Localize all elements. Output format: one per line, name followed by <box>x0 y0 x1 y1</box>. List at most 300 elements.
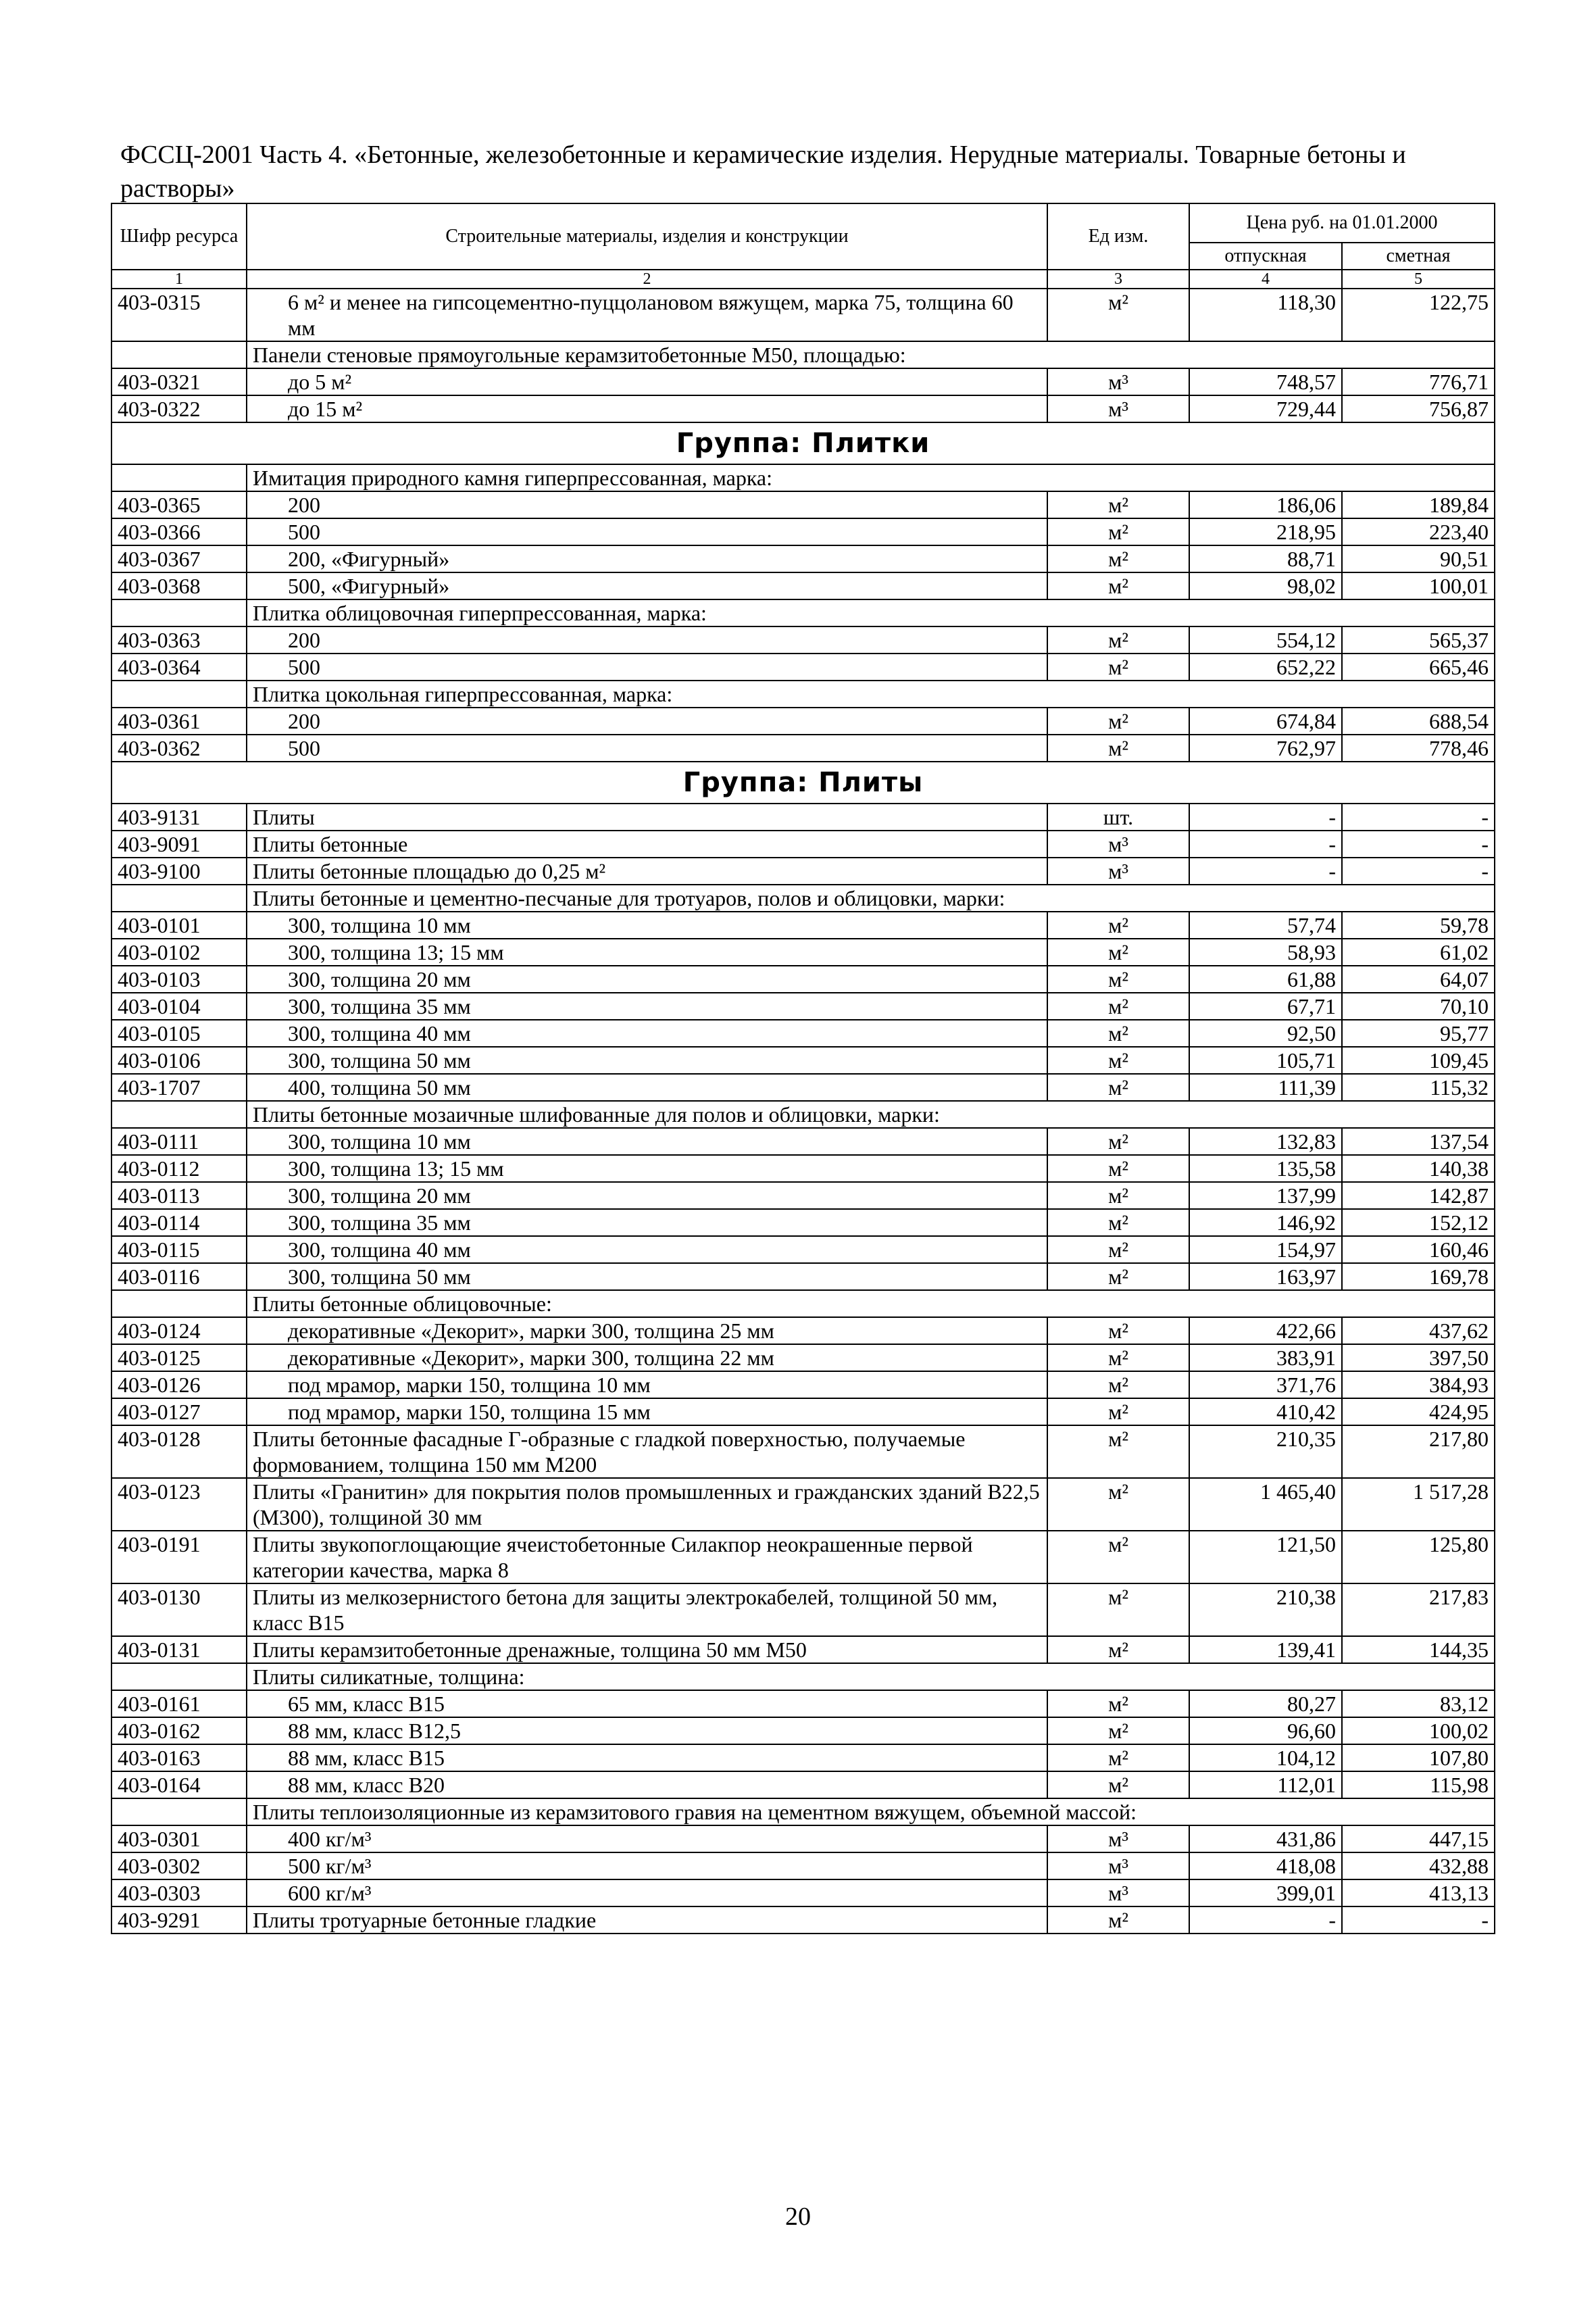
table-row <box>111 804 1495 831</box>
unit-of-measure: м² <box>1047 1425 1189 1478</box>
table-row <box>111 1209 1495 1236</box>
price-release: 137,99 <box>1189 1182 1342 1209</box>
price-release: 1 465,40 <box>1189 1478 1342 1531</box>
unit-of-measure: м³ <box>1047 1879 1189 1906</box>
material-name: 400 кг/м³ <box>247 1825 1047 1852</box>
price-release: 88,71 <box>1189 545 1342 572</box>
material-name: 300, толщина 35 мм <box>247 1209 1047 1236</box>
table-row <box>111 395 1495 422</box>
material-name: 500 <box>247 735 1047 762</box>
col-number: 4 <box>1189 270 1342 289</box>
unit-of-measure: м³ <box>1047 858 1189 885</box>
resource-code: 403-0368 <box>111 572 247 599</box>
price-release: - <box>1189 804 1342 831</box>
table-row <box>111 1825 1495 1852</box>
table-row <box>111 1583 1495 1636</box>
price-estimate: 100,02 <box>1342 1717 1495 1744</box>
material-name: 600 кг/м³ <box>247 1879 1047 1906</box>
resource-code: 403-0365 <box>111 491 247 518</box>
material-name: 300, толщина 50 мм <box>247 1047 1047 1074</box>
unit-of-measure: м² <box>1047 993 1189 1020</box>
price-estimate: 137,54 <box>1342 1128 1495 1155</box>
empty-cell <box>111 1290 247 1317</box>
col-header-name: Строительные материалы, изделия и конструкции <box>247 203 1047 270</box>
price-estimate: 665,46 <box>1342 654 1495 681</box>
col-header-code: Шифр ресурса <box>111 203 247 270</box>
price-estimate: 778,46 <box>1342 735 1495 762</box>
table-row <box>111 1155 1495 1182</box>
resource-code: 403-0302 <box>111 1852 247 1879</box>
price-estimate: 217,80 <box>1342 1425 1495 1478</box>
table-row <box>111 912 1495 939</box>
table-row <box>111 1717 1495 1744</box>
table-row <box>111 1531 1495 1583</box>
page-title: ФССЦ-2001 Часть 4. «Бетонные, железобетонные и керамические изделия. Нерудные материалы. Товарные бетоны и растворы» <box>120 141 1406 203</box>
price-release: 154,97 <box>1189 1236 1342 1263</box>
price-estimate: 152,12 <box>1342 1209 1495 1236</box>
resource-code: 403-0130 <box>111 1583 247 1636</box>
subheader-text: Плитка облицовочная гиперпрессованная, марка: <box>247 599 1495 626</box>
unit-of-measure: м² <box>1047 939 1189 966</box>
material-name: Плиты тротуарные бетонные гладкие <box>247 1906 1047 1934</box>
material-name: Плиты бетонные площадью до 0,25 м² <box>247 858 1047 885</box>
col-number: 1 <box>111 270 247 289</box>
resource-code: 403-0125 <box>111 1344 247 1371</box>
resource-code: 403-0321 <box>111 368 247 395</box>
material-name: 300, толщина 10 мм <box>247 912 1047 939</box>
empty-cell <box>111 1663 247 1690</box>
empty-cell <box>111 1798 247 1825</box>
table-body <box>111 289 1495 1934</box>
empty-cell <box>111 681 247 708</box>
subheader-row <box>111 885 1495 912</box>
table-row <box>111 708 1495 735</box>
group-title: Группа: Плитки <box>111 422 1495 464</box>
price-estimate: 90,51 <box>1342 545 1495 572</box>
unit-of-measure: м² <box>1047 1636 1189 1663</box>
unit-of-measure: м² <box>1047 491 1189 518</box>
resource-code: 403-0127 <box>111 1398 247 1425</box>
price-release: 674,84 <box>1189 708 1342 735</box>
material-name: 88 мм, класс В20 <box>247 1771 1047 1798</box>
table-row <box>111 1636 1495 1663</box>
table-row <box>111 1906 1495 1934</box>
unit-of-measure: м² <box>1047 1398 1189 1425</box>
price-estimate: 169,78 <box>1342 1263 1495 1290</box>
group-row <box>111 422 1495 464</box>
price-estimate: 413,13 <box>1342 1879 1495 1906</box>
page-number: 20 <box>785 2202 811 2231</box>
price-release: 58,93 <box>1189 939 1342 966</box>
subheader-text: Плиты бетонные мозаичные шлифованные для полов и облицовки, марки: <box>247 1101 1495 1128</box>
resource-code: 403-0112 <box>111 1155 247 1182</box>
resource-code: 403-0104 <box>111 993 247 1020</box>
price-release: 748,57 <box>1189 368 1342 395</box>
price-release: 186,06 <box>1189 491 1342 518</box>
table-row <box>111 518 1495 545</box>
price-release: 98,02 <box>1189 572 1342 599</box>
table-row <box>111 1020 1495 1047</box>
price-release: 383,91 <box>1189 1344 1342 1371</box>
table-row <box>111 572 1495 599</box>
material-name: 200 <box>247 708 1047 735</box>
resource-code: 403-0161 <box>111 1690 247 1717</box>
material-name: 300, толщина 35 мм <box>247 993 1047 1020</box>
table-row <box>111 858 1495 885</box>
resource-code: 403-0102 <box>111 939 247 966</box>
resource-code: 403-0164 <box>111 1771 247 1798</box>
unit-of-measure: м² <box>1047 518 1189 545</box>
table-row <box>111 1128 1495 1155</box>
unit-of-measure: м² <box>1047 966 1189 993</box>
price-estimate: 142,87 <box>1342 1182 1495 1209</box>
unit-of-measure: м³ <box>1047 1852 1189 1879</box>
resource-code: 403-0162 <box>111 1717 247 1744</box>
price-release: 210,35 <box>1189 1425 1342 1478</box>
price-estimate: 107,80 <box>1342 1744 1495 1771</box>
price-table <box>111 203 1495 1934</box>
subheader-text: Имитация природного камня гиперпрессованная, марка: <box>247 464 1495 491</box>
price-release: - <box>1189 858 1342 885</box>
price-estimate: 115,98 <box>1342 1771 1495 1798</box>
price-release: - <box>1189 831 1342 858</box>
price-estimate: 125,80 <box>1342 1531 1495 1583</box>
unit-of-measure: м² <box>1047 572 1189 599</box>
table-row <box>111 545 1495 572</box>
unit-of-measure: м² <box>1047 735 1189 762</box>
material-name: под мрамор, марки 150, толщина 15 мм <box>247 1398 1047 1425</box>
subheader-row <box>111 1101 1495 1128</box>
price-release: 652,22 <box>1189 654 1342 681</box>
unit-of-measure: м² <box>1047 289 1189 341</box>
subheader-row <box>111 1290 1495 1317</box>
table-row <box>111 1425 1495 1478</box>
material-name: 200, «Фигурный» <box>247 545 1047 572</box>
table-row <box>111 1236 1495 1263</box>
col-number: 5 <box>1342 270 1495 289</box>
resource-code: 403-9091 <box>111 831 247 858</box>
resource-code: 403-0362 <box>111 735 247 762</box>
price-release: 431,86 <box>1189 1825 1342 1852</box>
price-estimate: 95,77 <box>1342 1020 1495 1047</box>
material-name: 300, толщина 40 мм <box>247 1236 1047 1263</box>
price-release: 729,44 <box>1189 395 1342 422</box>
price-estimate: 115,32 <box>1342 1074 1495 1101</box>
price-estimate: 122,75 <box>1342 289 1495 341</box>
unit-of-measure: м³ <box>1047 368 1189 395</box>
material-name: 300, толщина 10 мм <box>247 1128 1047 1155</box>
material-name: 300, толщина 40 мм <box>247 1020 1047 1047</box>
col-header-unit: Ед изм. <box>1047 203 1189 270</box>
price-release: 104,12 <box>1189 1744 1342 1771</box>
table-row <box>111 1344 1495 1371</box>
table-row <box>111 993 1495 1020</box>
empty-cell <box>111 1101 247 1128</box>
resource-code: 403-0103 <box>111 966 247 993</box>
table-row <box>111 1182 1495 1209</box>
price-release: 67,71 <box>1189 993 1342 1020</box>
material-name: до 15 м² <box>247 395 1047 422</box>
resource-code: 403-0361 <box>111 708 247 735</box>
price-estimate: 140,38 <box>1342 1155 1495 1182</box>
material-name: декоративные «Декорит», марки 300, толщина 22 мм <box>247 1344 1047 1371</box>
table-row <box>111 1879 1495 1906</box>
unit-of-measure: м² <box>1047 1263 1189 1290</box>
unit-of-measure: м² <box>1047 708 1189 735</box>
price-estimate: 688,54 <box>1342 708 1495 735</box>
unit-of-measure: м² <box>1047 1317 1189 1344</box>
material-name: под мрамор, марки 150, толщина 10 мм <box>247 1371 1047 1398</box>
material-name: 300, толщина 13; 15 мм <box>247 939 1047 966</box>
price-release: 121,50 <box>1189 1531 1342 1583</box>
resource-code: 403-9100 <box>111 858 247 885</box>
unit-of-measure: м² <box>1047 1771 1189 1798</box>
subheader-text: Плиты бетонные и цементно-песчаные для тротуаров, полов и облицовки, марки: <box>247 885 1495 912</box>
price-estimate: 160,46 <box>1342 1236 1495 1263</box>
unit-of-measure: м² <box>1047 1906 1189 1934</box>
table-row <box>111 289 1495 341</box>
material-name: Плиты бетонные <box>247 831 1047 858</box>
group-title: Группа: Плиты <box>111 762 1495 804</box>
resource-code: 403-0301 <box>111 1825 247 1852</box>
subheader-row <box>111 464 1495 491</box>
price-estimate: 776,71 <box>1342 368 1495 395</box>
price-estimate: 189,84 <box>1342 491 1495 518</box>
subheader-row <box>111 1663 1495 1690</box>
resource-code: 403-9131 <box>111 804 247 831</box>
material-name: Плиты из мелкозернистого бетона для защиты электрокабелей, толщиной 50 мм, класс В15 <box>247 1583 1047 1636</box>
price-release: 762,97 <box>1189 735 1342 762</box>
subheader-text: Плиты бетонные облицовочные: <box>247 1290 1495 1317</box>
unit-of-measure: м² <box>1047 1690 1189 1717</box>
price-release: 554,12 <box>1189 626 1342 654</box>
col-number: 2 <box>247 270 1047 289</box>
resource-code: 403-0111 <box>111 1128 247 1155</box>
material-name: 200 <box>247 626 1047 654</box>
unit-of-measure: м² <box>1047 1074 1189 1101</box>
resource-code: 403-0113 <box>111 1182 247 1209</box>
unit-of-measure: м² <box>1047 1155 1189 1182</box>
table-row <box>111 1771 1495 1798</box>
material-name: 500 кг/м³ <box>247 1852 1047 1879</box>
unit-of-measure: м³ <box>1047 1825 1189 1852</box>
price-estimate: 61,02 <box>1342 939 1495 966</box>
resource-code: 403-0116 <box>111 1263 247 1290</box>
material-name: 400, толщина 50 мм <box>247 1074 1047 1101</box>
material-name: 200 <box>247 491 1047 518</box>
table-row <box>111 654 1495 681</box>
price-release: 422,66 <box>1189 1317 1342 1344</box>
material-name: Плиты «Гранитин» для покрытия полов промышленных и гражданских зданий В22,5 (М300), толщиной 30 мм <box>247 1478 1047 1531</box>
unit-of-measure: м² <box>1047 1047 1189 1074</box>
price-estimate: 565,37 <box>1342 626 1495 654</box>
unit-of-measure: м² <box>1047 1583 1189 1636</box>
unit-of-measure: м² <box>1047 1371 1189 1398</box>
price-release: 61,88 <box>1189 966 1342 993</box>
group-row <box>111 762 1495 804</box>
table-row <box>111 1478 1495 1531</box>
table-row <box>111 966 1495 993</box>
material-name: 65 мм, класс В15 <box>247 1690 1047 1717</box>
price-estimate: - <box>1342 831 1495 858</box>
empty-cell <box>111 464 247 491</box>
subheader-text: Панели стеновые прямоугольные керамзитобетонные М50, площадью: <box>247 341 1495 368</box>
material-name: декоративные «Декорит», марки 300, толщина 25 мм <box>247 1317 1047 1344</box>
table-row <box>111 368 1495 395</box>
price-estimate: 437,62 <box>1342 1317 1495 1344</box>
unit-of-measure: м² <box>1047 1717 1189 1744</box>
material-name: Плиты <box>247 804 1047 831</box>
price-release: 132,83 <box>1189 1128 1342 1155</box>
resource-code: 403-0106 <box>111 1047 247 1074</box>
price-release: 80,27 <box>1189 1690 1342 1717</box>
price-estimate: 447,15 <box>1342 1825 1495 1852</box>
price-estimate: 70,10 <box>1342 993 1495 1020</box>
material-name: 300, толщина 20 мм <box>247 1182 1047 1209</box>
resource-code: 403-0363 <box>111 626 247 654</box>
empty-cell <box>111 599 247 626</box>
table-row <box>111 831 1495 858</box>
subheader-text: Плитка цокольная гиперпрессованная, марка: <box>247 681 1495 708</box>
resource-code: 403-0163 <box>111 1744 247 1771</box>
empty-cell <box>111 885 247 912</box>
material-name: Плиты звукопоглощающие ячеистобетонные Силакпор неокрашенные первой категории качества, марка 8 <box>247 1531 1047 1583</box>
price-release: 111,39 <box>1189 1074 1342 1101</box>
resource-code: 403-0124 <box>111 1317 247 1344</box>
price-estimate: 756,87 <box>1342 395 1495 422</box>
table-row <box>111 491 1495 518</box>
unit-of-measure: м² <box>1047 545 1189 572</box>
resource-code: 403-0303 <box>111 1879 247 1906</box>
table-row <box>111 1317 1495 1344</box>
resource-code: 403-0123 <box>111 1478 247 1531</box>
price-estimate: 1 517,28 <box>1342 1478 1495 1531</box>
unit-of-measure: м² <box>1047 1020 1189 1047</box>
price-release: 163,97 <box>1189 1263 1342 1290</box>
material-name: 300, толщина 50 мм <box>247 1263 1047 1290</box>
col-header-price-group: Цена руб. на 01.01.2000 <box>1189 203 1495 243</box>
price-estimate: 83,12 <box>1342 1690 1495 1717</box>
resource-code: 403-0315 <box>111 289 247 341</box>
price-release: 146,92 <box>1189 1209 1342 1236</box>
price-release: 118,30 <box>1189 289 1342 341</box>
subheader-row <box>111 1798 1495 1825</box>
unit-of-measure: м² <box>1047 1344 1189 1371</box>
material-name: до 5 м² <box>247 368 1047 395</box>
unit-of-measure: м² <box>1047 1128 1189 1155</box>
price-estimate: 424,95 <box>1342 1398 1495 1425</box>
price-release: 410,42 <box>1189 1398 1342 1425</box>
table-row <box>111 1852 1495 1879</box>
unit-of-measure: м² <box>1047 1744 1189 1771</box>
material-name: 500 <box>247 654 1047 681</box>
material-name: 88 мм, класс В12,5 <box>247 1717 1047 1744</box>
price-release: 105,71 <box>1189 1047 1342 1074</box>
table-row <box>111 735 1495 762</box>
subheader-row <box>111 341 1495 368</box>
table-row <box>111 1263 1495 1290</box>
material-name: 6 м² и менее на гипсоцементно-пуццолановом вяжущем, марка 75, толщина 60 мм <box>247 289 1047 341</box>
unit-of-measure: м² <box>1047 1209 1189 1236</box>
unit-of-measure: м³ <box>1047 831 1189 858</box>
material-name: Плиты керамзитобетонные дренажные, толщина 50 мм М50 <box>247 1636 1047 1663</box>
price-estimate: 397,50 <box>1342 1344 1495 1371</box>
resource-code: 403-0114 <box>111 1209 247 1236</box>
resource-code: 403-9291 <box>111 1906 247 1934</box>
unit-of-measure: м² <box>1047 626 1189 654</box>
price-estimate: - <box>1342 804 1495 831</box>
price-release: 418,08 <box>1189 1852 1342 1879</box>
price-estimate: 109,45 <box>1342 1047 1495 1074</box>
resource-code: 403-0115 <box>111 1236 247 1263</box>
resource-code: 403-0366 <box>111 518 247 545</box>
price-estimate: 144,35 <box>1342 1636 1495 1663</box>
resource-code: 403-0128 <box>111 1425 247 1478</box>
material-name: 300, толщина 13; 15 мм <box>247 1155 1047 1182</box>
price-release: 92,50 <box>1189 1020 1342 1047</box>
price-release: 139,41 <box>1189 1636 1342 1663</box>
price-estimate: 432,88 <box>1342 1852 1495 1879</box>
price-release: - <box>1189 1906 1342 1934</box>
resource-code: 403-0367 <box>111 545 247 572</box>
price-release: 210,38 <box>1189 1583 1342 1636</box>
resource-code: 403-0105 <box>111 1020 247 1047</box>
resource-code: 403-0101 <box>111 912 247 939</box>
price-release: 218,95 <box>1189 518 1342 545</box>
unit-of-measure: м² <box>1047 1236 1189 1263</box>
subheader-row <box>111 681 1495 708</box>
resource-code: 403-0322 <box>111 395 247 422</box>
col-header-price-estimate: сметная <box>1342 243 1495 270</box>
material-name: 500, «Фигурный» <box>247 572 1047 599</box>
price-release: 371,76 <box>1189 1371 1342 1398</box>
material-name: Плиты бетонные фасадные Г-образные с гладкой поверхностью, получаемые формованием, толщина 150 мм М200 <box>247 1425 1047 1478</box>
table-row <box>111 1371 1495 1398</box>
subheader-text: Плиты силикатные, толщина: <box>247 1663 1495 1690</box>
unit-of-measure: м² <box>1047 912 1189 939</box>
empty-cell <box>111 341 247 368</box>
unit-of-measure: м² <box>1047 654 1189 681</box>
price-estimate: 217,83 <box>1342 1583 1495 1636</box>
price-estimate: 384,93 <box>1342 1371 1495 1398</box>
resource-code: 403-0364 <box>111 654 247 681</box>
price-estimate: 64,07 <box>1342 966 1495 993</box>
material-name: 300, толщина 20 мм <box>247 966 1047 993</box>
price-estimate: - <box>1342 1906 1495 1934</box>
price-release: 399,01 <box>1189 1879 1342 1906</box>
table-row <box>111 1398 1495 1425</box>
price-release: 112,01 <box>1189 1771 1342 1798</box>
material-name: 500 <box>247 518 1047 545</box>
resource-code: 403-0191 <box>111 1531 247 1583</box>
table-row <box>111 1690 1495 1717</box>
table-row <box>111 1744 1495 1771</box>
material-name: 88 мм, класс В15 <box>247 1744 1047 1771</box>
resource-code: 403-0131 <box>111 1636 247 1663</box>
subheader-text: Плиты теплоизоляционные из керамзитового гравия на цементном вяжущем, объемной массой: <box>247 1798 1495 1825</box>
unit-of-measure: м² <box>1047 1182 1189 1209</box>
table-row <box>111 1047 1495 1074</box>
price-estimate: 59,78 <box>1342 912 1495 939</box>
price-release: 135,58 <box>1189 1155 1342 1182</box>
resource-code: 403-0126 <box>111 1371 247 1398</box>
col-number: 3 <box>1047 270 1189 289</box>
price-estimate: 223,40 <box>1342 518 1495 545</box>
unit-of-measure: шт. <box>1047 804 1189 831</box>
subheader-row <box>111 599 1495 626</box>
price-estimate: - <box>1342 858 1495 885</box>
table-row <box>111 1074 1495 1101</box>
